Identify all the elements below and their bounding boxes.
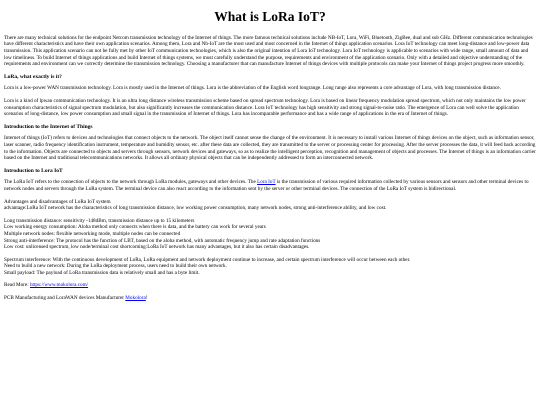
- advantages-list: [4, 218, 536, 251]
- section-heading-lora-iot: Introduction to Lora IoT: [4, 167, 63, 174]
- footer-text-after: !: [145, 295, 148, 302]
- read-more-link[interactable]: https://www.mokolora.com/: [29, 282, 89, 289]
- lora-iot-text-after: is the transmission of various required information collected by various sensors and sensors and other terminal devices to network nodes and servers through the LoRa system. The terminal device can also react according to the information sent by the server or other terminal devices. The connection of the LoRa IoT system is bidirectional.: [4, 179, 529, 192]
- section-heading-iot: Introduction to the Internet of Things: [4, 123, 93, 130]
- lora-iot-paragraph: [4, 179, 536, 192]
- list-item: Need to build a new network: During the LoRa deployment process, users need to build their own network.: [4, 263, 227, 270]
- lora-iot-link[interactable]: Lora IoT: [257, 179, 276, 186]
- read-more-label: Read More:: [4, 282, 30, 289]
- list-item: Strong anti-interference: The protocol has the function of LBT, based on the aloha method, with automatic frequency jump and rate adaptation functions: [4, 237, 321, 244]
- lora-lpwan-paragraph: Lora is a kind of lpwan communication technology. It is an ultra long distance wireless transmission scheme based on spread spectrum technology. Lora is based on linear frequency modulation spread spectrum, which not only maintains the low power consumption characteristics of signal spectrum modulation, but also significantly increases the communication distance. Lora IoT technology has high sensitivity and strong signal-to-noise ratio. The emergence of Lora can well solve the application scenarios of long-distance, low power consumption and small signal in the transmission of Internet of things. Lora has incomparable performance and has a wide range of applications in the era of Internet of things.: [4, 98, 526, 118]
- mokolora-link[interactable]: Mokolora: [125, 295, 146, 302]
- list-item: Small payload: The payload of LoRa transmission data is relatively small and has a byte limit.: [4, 269, 200, 276]
- footer-text-before: PCB Manufacturing and LoraWAN devices Manufacturer: [4, 295, 126, 302]
- section-heading-lora: LoRa, what exactly is it?: [4, 73, 62, 80]
- advantages-heading: Advantages and disadvantages of LoRa IoT system: [4, 198, 111, 205]
- intro-paragraph: There are many technical solutions for the endpoint Netcom transmission technology of the Internet of things. The more famous technical solutions include NB-IoT, Lora, WiFi, Bluetooth, ZigBee, dual and sub GHz. Different communication technologies have different characteristics and have their own application scenarios. Among them, Lora and Nb-IoT are the most used and most concerned in the Internet of things application scenarios. Lora IoT technology can meet long-distance and low-power data transmission. This application scenario can not be fully met by other IoT communication technologies, which is also the original intention of Lora IoT technology. Lora IoT technology is applicable to scenarios with wide range, small amount of data and low timeliness. To build Internet of things applications and build Internet of things systems, we must carefully understand the purpose, requirements and environment of the application scenario. Only with a detailed and objective understanding of the requirements and environment can we correctly determine the transmission technology. Choosing a manufacturer that can manufacture Internet of things devices with multiple protocols can make your Internet of things project progress more smoothly.: [4, 34, 533, 68]
- list-item: Spectrum interference: With the continuous development of LoRa, LoRa equipment and network deployment continue to increase, and certain spectrum interference will occur between each other.: [4, 256, 411, 263]
- lora-definition-paragraph: Lora is a low-power WAN transmission technology. Lora is mostly used in the Internet of things. Lora is the abbreviation of the English word longrange. Long range also represents a core advantage of Lora, with long transmission distance.: [4, 85, 501, 92]
- list-item: Multiple network nodes: flexible networking mode, multiple nodes can be connected: [4, 230, 181, 237]
- page-title: What is LoRa IoT?: [214, 9, 326, 24]
- advantages-block: [4, 199, 536, 212]
- lora-iot-text-before: The LoRa IoT refers to the connection of objects to the network through LoRa modules, gateways and other devices. The: [4, 179, 258, 186]
- footer-line: [4, 295, 536, 302]
- list-item: Low cost: unlicensed spectrum, low node/terminal cost shortcoming:LoRa IoT network has many advantages, but it also has certain disadvantages.: [4, 244, 310, 251]
- advantages-summary: advantage:LoRa IoT network has the characteristics of long transmission distance, low working power consumption, many network nodes, strong anti-interference ability, and low cost.: [4, 205, 387, 212]
- list-item: Low working energy consumption: Aloha method only connects when there is data, and the battery can work for several years: [4, 224, 266, 231]
- list-item: Long transmission distance: sensitivity -148dBm, transmission distance up to 15 kilometers: [4, 217, 195, 224]
- disadvantages-list: [4, 257, 536, 277]
- iot-paragraph: Internet of things (IoT) refers to devices and technologies that connect objects to the network. The object itself cannot sense the change of the environment. It is necessary to install various Internet of things devices on the object, such as information sensor, laser scanner, radio frequency identification instrument, temperature and humidity sensor, etc. after these data are collected, they are transmitted to the server or processing center for processing. After the server processes the data, it will feed back according to the information. Objects are connected to objects and servers through sensors, network devices and gateways, so as to realize the intelligent perception, recognition and management of objects and processes. The Internet of things is an information carrier based on the Internet and traditional telecommunications networks. It allows all ordinary physical objects that can be independently addressed to form an interconnected network.: [4, 135, 536, 162]
- read-more-line: [4, 282, 536, 289]
